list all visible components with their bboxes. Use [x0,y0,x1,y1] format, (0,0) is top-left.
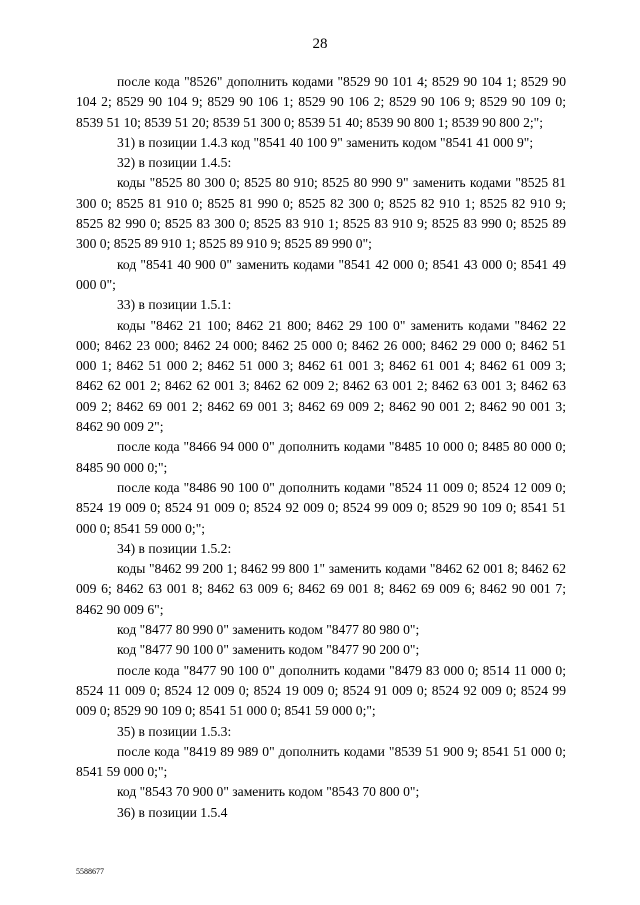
paragraph: 36) в позиции 1.5.4 [117,804,228,820]
paragraph: 31) в позиции 1.4.3 код "8541 40 100 9" заменить кодом "8541 41 000 9"; [117,134,534,150]
paragraph: код "8543 70 900 0" заменить кодом "8543 70 800 0"; [117,784,420,800]
paragraph: после кода "8486 90 100 0" дополнить кодами "8524 11 009 0; 8524 12 009 0; 8524 19 009 0; 8524 91 009 0; 8524 92 009 0; 8524 99 009 0; 8529 90 109 0; 8541 51 000 0; 8541 59 000 0;"; [76,479,566,536]
document-body [76,72,566,823]
paragraph: после кода "8466 94 000 0" дополнить кодами "8485 10 000 0; 8485 80 000 0; 8485 90 000 0;"; [76,439,566,475]
paragraph: 35) в позиции 1.5.3: [117,723,232,739]
paragraph: после кода "8419 89 989 0" дополнить кодами "8539 51 900 9; 8541 51 000 0; 8541 59 000 0;"; [76,743,566,780]
paragraph: после кода "8526" дополнить кодами "8529 90 101 4; 8529 90 104 1; 8529 90 104 2; 8529 90 104 9; 8529 90 106 1; 8529 90 106 2; 8529 90 106 9; 8529 90 109 0; 8539 51 10; 8539 51 20; 8539 51 300 0; 8539 51 40; 8539 90 800 1; 8539 90 800 2;"; [76,74,566,130]
paragraph: код "8477 80 990 0" заменить кодом "8477 80 980 0"; [117,622,420,638]
paragraph: код "8477 90 100 0" заменить кодом "8477 90 200 0"; [117,642,420,658]
paragraph: 34) в позиции 1.5.2: [117,540,232,556]
paragraph: после кода "8477 90 100 0" дополнить кодами "8479 83 000 0; 8514 11 000 0; 8524 11 009 0; 8524 12 009 0; 8524 19 009 0; 8524 91 009 0; 8524 92 009 0; 8524 99 009 0; 8529 90 109 0; 8541 51 000 0; 8541 59 000 0;"; [76,662,566,719]
paragraph: коды "8525 80 300 0; 8525 80 910; 8525 80 990 9" заменить кодами "8525 81 300 0; 8525 81 910 0; 8525 81 990 0; 8525 82 300 0; 8525 82 910 1; 8525 82 910 9; 8525 82 990 0; 8525 83 300 0; 8525 83 910 1; 8525 83 910 9; 8525 83 990 0; 8525 89 300 0; 8525 89 910 1; 8525 89 910 9; 8525 89 990 0"; [76,175,566,252]
paragraph: коды "8462 21 100; 8462 21 800; 8462 29 100 0" заменить кодами "8462 22 000; 8462 23 000; 8462 24 000; 8462 25 000 0; 8462 26 000; 8462 29 000 0; 8462 51 000 1; 8462 51 000 2; 8462 51 000 3; 8462 61 001 3; 8462 61 001 4; 8462 61 009 3; 8462 62 001 2; 8462 62 001 3; 8462 62 009 2; 8462 63 001 2; 8462 63 001 3; 8462 63 009 2; 8462 69 001 2; 8462 69 001 3; 8462 69 009 2; 8462 90 001 2; 8462 90 001 3; 8462 90 009 2"; [76,317,566,435]
page-number: 28 [312,36,328,52]
paragraph: код "8541 40 900 0" заменить кодами "8541 42 000 0; 8541 43 000 0; 8541 49 000 0"; [76,256,566,292]
document-id-footer: 5588677 [76,867,104,876]
paragraph: коды "8462 99 200 1; 8462 99 800 1" заменить кодами "8462 62 001 8; 8462 62 009 6; 8462 63 001 8; 8462 63 009 6; 8462 69 001 8; 8462 69 009 6; 8462 90 001 7; 8462 90 009 6"; [76,561,566,617]
paragraph: 32) в позиции 1.4.5: [117,155,232,171]
paragraph: 33) в позиции 1.5.1: [117,297,232,313]
